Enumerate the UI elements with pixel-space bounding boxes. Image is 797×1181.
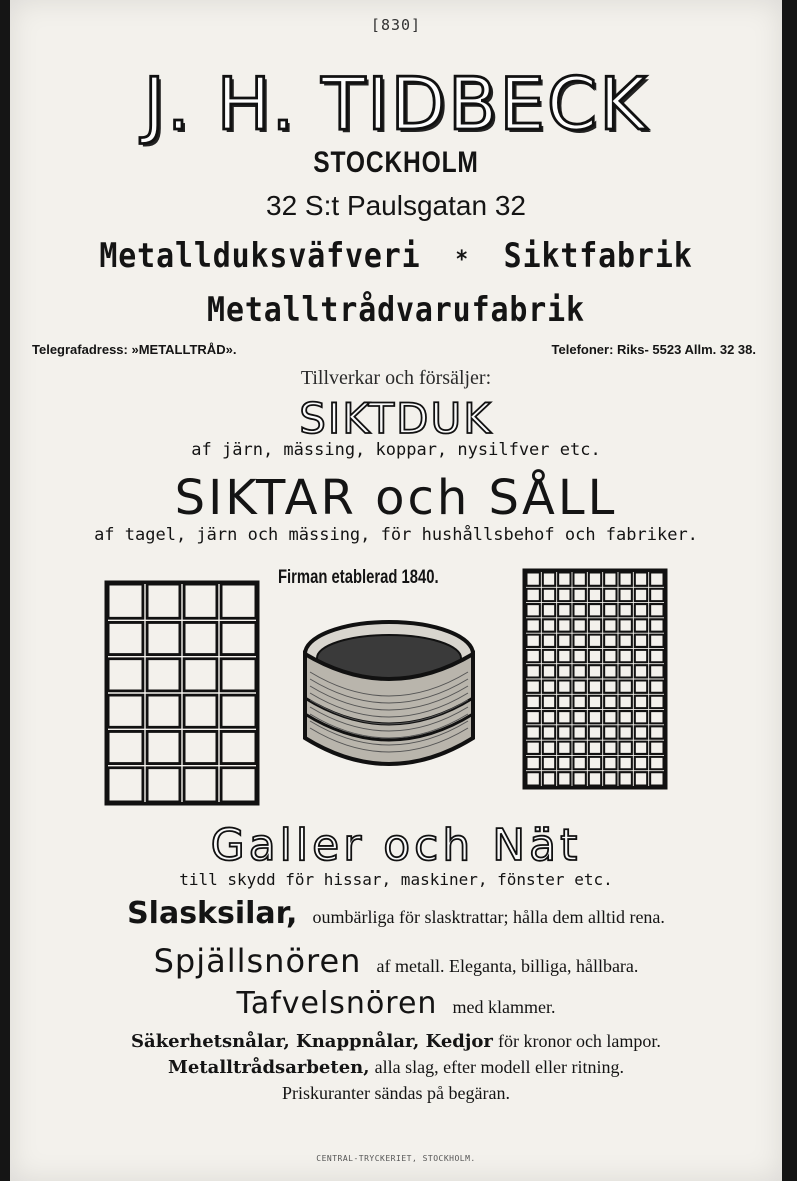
- brand-title: J. H. TIDBECK: [143, 62, 649, 146]
- galler-use: till skydd för hissar, maskiner, fönster etc.: [179, 870, 613, 889]
- makes-intro: Tillverkar och försäljer:: [300, 367, 492, 389]
- advertisement-page: [10, 0, 782, 1181]
- factory-weaving: Metallduksväfveri: [99, 236, 421, 276]
- telegraph-address: Telegrafadress: »METALLTRÅD».: [32, 342, 237, 357]
- telephone-numbers: Telefoner: Riks- 5523 Allm. 32 38.: [551, 342, 756, 357]
- slasksilar-name: Slasksilar,: [127, 896, 298, 931]
- spjallsnoren-name: Spjällsnören: [153, 942, 362, 980]
- page-number: [830]: [370, 16, 422, 34]
- tafvelsnoren-name: Tafvelsnören: [236, 986, 438, 1021]
- siktduk-materials: af järn, mässing, koppar, nysilfver etc.: [191, 440, 601, 460]
- coarse-grid-illustration: [104, 580, 260, 806]
- product-metalltradsarbeten: [10, 1057, 782, 1078]
- asterisk-separator: *: [455, 245, 469, 273]
- slasksilar-desc: oumbärliga för slasktrattar; hålla dem alltid rena.: [312, 907, 665, 927]
- factory-line-2: Metalltrådvarufabrik: [207, 290, 585, 330]
- product-tafvelsnoren: [10, 986, 782, 1021]
- printer-imprint: CENTRAL-TRYCKERIET, STOCKHOLM.: [316, 1154, 476, 1163]
- metalltradsarbeten-desc: alla slag, efter modell eller ritning.: [374, 1057, 625, 1077]
- product-slasksilar: [10, 896, 782, 931]
- address: 32 S:t Paulsgatan 32: [266, 190, 526, 221]
- factory-line-1: [56, 236, 735, 276]
- fine-grid-illustration: [522, 568, 668, 790]
- metalltradsarbeten-name: Metalltrådsarbeten,: [167, 1057, 370, 1078]
- factory-sieve: Siktfabrik: [503, 236, 693, 276]
- product-sakerhetsnalar: [10, 1031, 782, 1052]
- sakerhetsnalar-name: Säkerhetsnålar, Knappnålar, Kedjor: [131, 1031, 493, 1052]
- siktar-materials: af tagel, järn och mässing, för hushållsbehof och fabriker.: [94, 525, 698, 545]
- sieve-drum-illustration: [296, 614, 482, 786]
- sakerhetsnalar-desc: för kronor och lampor.: [497, 1031, 661, 1051]
- siktduk-heading: SIKTDUK: [299, 394, 493, 443]
- siktar-heading: SIKTAR och SÅLL: [174, 470, 618, 526]
- established-note: Firman etablerad 1840.: [278, 567, 439, 588]
- tafvelsnoren-desc: med klammer.: [452, 997, 556, 1017]
- galler-heading: Galler och Nät: [210, 820, 582, 871]
- city: STOCKHOLM: [313, 146, 479, 179]
- product-spjallsnoren: [10, 942, 782, 980]
- price-list-note: Priskuranter sändas på begäran.: [282, 1083, 510, 1103]
- spjallsnoren-desc: af metall. Eleganta, billiga, hållbara.: [376, 956, 639, 976]
